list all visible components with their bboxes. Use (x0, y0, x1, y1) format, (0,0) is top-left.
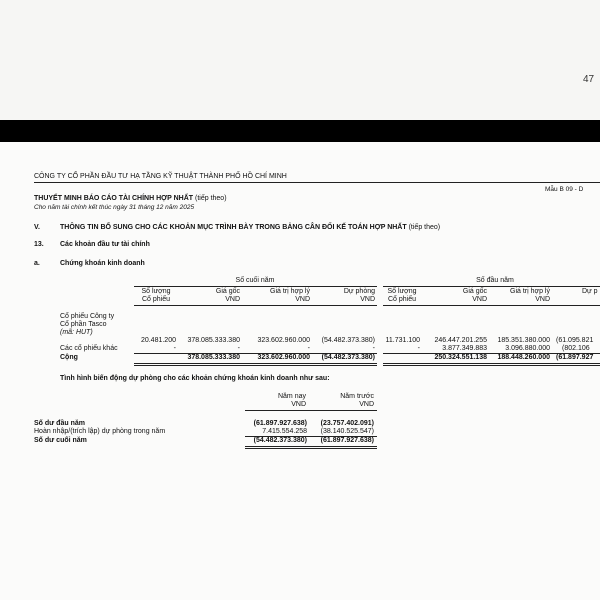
subsection-title: Các khoản đầu tư tài chính (60, 241, 150, 248)
cell-other-qty-start: - (417, 345, 420, 352)
col-prov-start: Dự p (582, 288, 598, 295)
header-rule-end (134, 305, 377, 306)
col-fair-end: Giá trị hợp lý (270, 288, 310, 295)
movement-row-opening-prior: (23.757.402.091) (320, 420, 374, 427)
cell-tasco-qty-start: 11.731.100 (385, 337, 420, 344)
movement-title: Tình hình biến động dự phòng cho các khoản chứng khoán kinh doanh như sau: (60, 375, 330, 382)
row-tasco-label-1: Cổ phiếu Công ty (60, 313, 115, 320)
movement-row-change-current: 7.415.554.258 (262, 428, 307, 435)
item-number: a. (34, 260, 40, 267)
cell-total-fair-start: 188.448.260.000 (497, 354, 550, 361)
col-qty-end-unit: Cổ phiếu (141, 296, 171, 303)
movement-row-closing-current: (54.482.373.380) (253, 437, 307, 444)
scan-dark-band (0, 120, 600, 142)
cell-total-prov-end: (54.482.373.380) (321, 354, 375, 361)
cell-other-fair-end: - (307, 345, 310, 352)
group-header-start-of-year: Số đầu năm (476, 277, 514, 284)
row-tasco-label-2: Cổ phần Tasco (60, 321, 107, 328)
col-fair-start-unit: VND (535, 296, 550, 303)
report-period: Cho năm tài chính kết thúc ngày 31 tháng 12 năm 2025 (34, 204, 195, 211)
movement-header-rule (245, 410, 377, 411)
movement-row-change-label: Hoàn nhập/(trích lập) dự phòng trong năm (34, 428, 166, 435)
cell-tasco-qty-end: 20.481.200 (140, 337, 176, 344)
col-cost-start-unit: VND (472, 296, 487, 303)
report-title: THUYẾT MINH BÁO CÁO TÀI CHÍNH HỢP NHẤT (tiếp theo) (34, 195, 227, 202)
row-total-label: Cộng (60, 354, 78, 361)
movement-row-change-prior: (38.140.525.547) (320, 428, 374, 435)
cell-other-prov-start: (802.106 (562, 345, 590, 352)
cell-tasco-fair-start: 185.351.380.000 (497, 337, 550, 344)
col-prov-end: Dự phòng (343, 288, 375, 295)
document-page (0, 142, 600, 600)
col-qty-start: Số lượng (387, 288, 417, 295)
cell-total-cost-start: 250.324.551.138 (434, 354, 487, 361)
subsection-number: 13. (34, 241, 44, 248)
col-fair-end-unit: VND (295, 296, 310, 303)
movement-row-opening-current: (61.897.927.638) (253, 420, 307, 427)
movement-col-prior-unit: VND (359, 401, 374, 408)
section-title: THÔNG TIN BỔ SUNG CHO CÁC KHOẢN MỤC TRÌNH BÀY TRONG BẢNG CÂN ĐỐI KẾ TOÁN HỢP NHẤT (tiếp theo) (60, 224, 441, 231)
total-rule-bottom-end (134, 363, 377, 366)
cell-other-prov-end: - (372, 345, 375, 352)
group-rule-start (383, 286, 600, 287)
col-fair-start: Giá trị hợp lý (510, 288, 550, 295)
row-tasco-label-3: (mã: HUT) (60, 329, 93, 336)
form-code: Mẫu B 09 - D (545, 186, 584, 193)
cell-other-cost-start: 3.877.349.883 (442, 345, 487, 352)
col-prov-end-unit: VND (360, 296, 375, 303)
section-number: V. (34, 224, 40, 231)
col-cost-start: Giá gốc (462, 288, 487, 295)
group-header-end-of-year: Số cuối năm (235, 277, 275, 284)
col-cost-end: Giá gốc (215, 288, 240, 295)
cell-other-cost-end: - (237, 345, 240, 352)
header-rule-start (383, 305, 600, 306)
page-number: 47 (583, 74, 595, 85)
company-name: CÔNG TY CỔ PHẦN ĐẦU TƯ HẠ TẦNG KỸ THUẬT THÀNH PHỐ HỒ CHÍ MINH (34, 173, 287, 180)
movement-total-rule-bottom (245, 446, 377, 449)
cell-other-qty-end: - (173, 345, 176, 352)
page-top-margin (0, 0, 600, 120)
movement-col-current: Năm nay (277, 393, 306, 400)
cell-tasco-fair-end: 323.602.960.000 (257, 337, 310, 344)
cell-total-cost-end: 378.085.333.380 (187, 354, 240, 361)
row-other-label: Các cổ phiếu khác (60, 345, 118, 352)
cell-tasco-cost-start: 246.447.201.255 (434, 337, 487, 344)
movement-col-prior: Năm trước (340, 393, 374, 400)
movement-row-opening-label: Số dư đầu năm (34, 420, 85, 427)
col-qty-end: Số lượng (141, 288, 171, 295)
item-title: Chứng khoán kinh doanh (60, 260, 145, 267)
movement-row-closing-prior: (61.897.927.638) (320, 437, 374, 444)
cell-total-prov-start: (61.897.927 (556, 354, 594, 361)
cell-total-fair-end: 323.602.960.000 (257, 354, 310, 361)
cell-tasco-prov-start: (61.095.821 (556, 337, 594, 344)
col-cost-end-unit: VND (225, 296, 240, 303)
col-qty-start-unit: Cổ phiếu (387, 296, 417, 303)
cell-tasco-prov-end: (54.482.373.380) (321, 337, 375, 344)
cell-other-fair-start: 3.096.880.000 (505, 345, 550, 352)
header-rule (34, 182, 600, 183)
cell-tasco-cost-end: 378.085.333.380 (187, 337, 240, 344)
movement-col-current-unit: VND (291, 401, 306, 408)
movement-row-closing-label: Số dư cuối năm (34, 437, 87, 444)
group-rule-end (134, 286, 377, 287)
total-rule-bottom-start (383, 363, 600, 366)
